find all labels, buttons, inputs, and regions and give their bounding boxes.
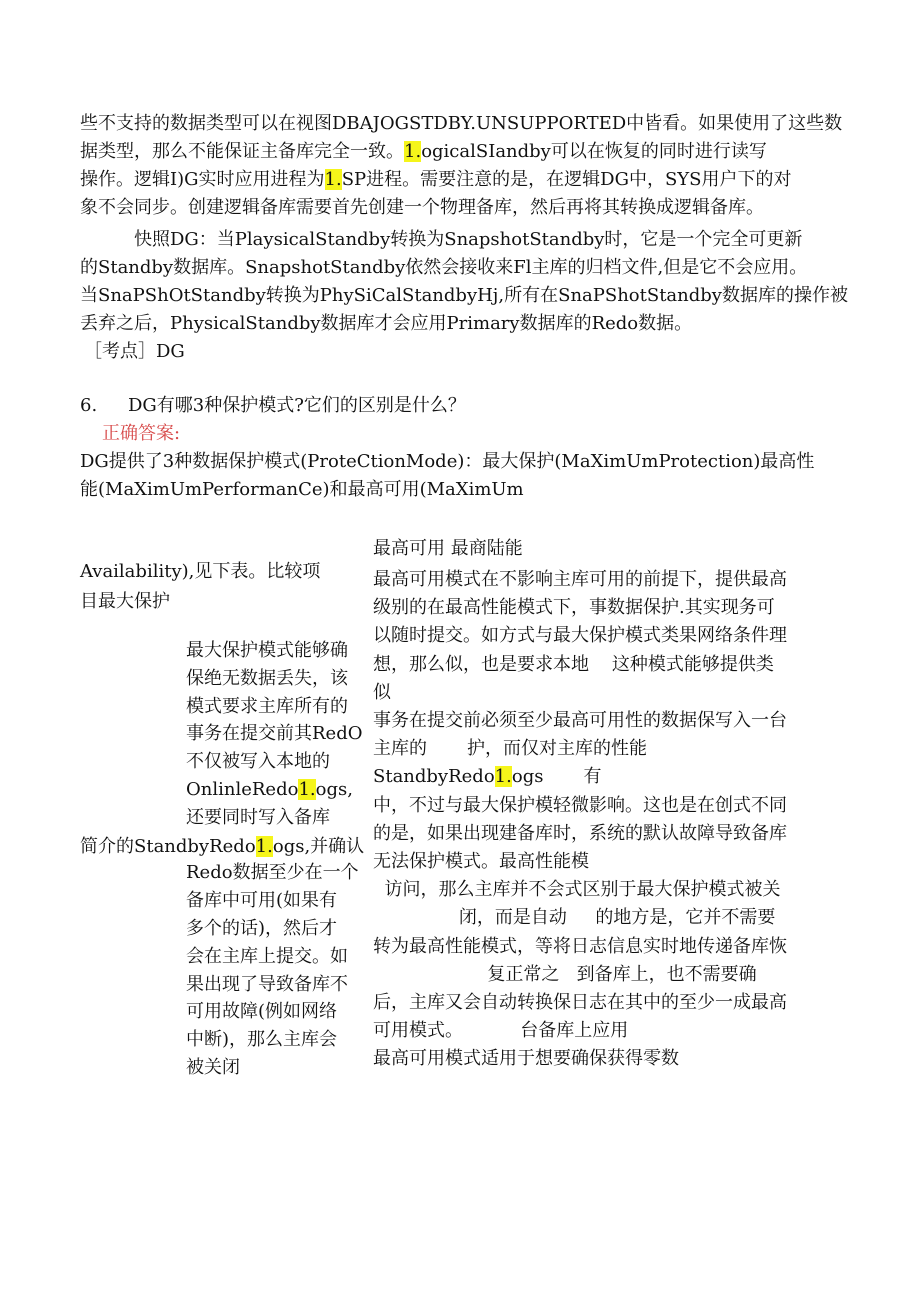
highlight: 1. [404,141,422,162]
highlight: 1. [255,836,273,857]
intro-line: 的Standby数据库。SnapshotStandby依然会接收来Fl主库的归档文件,但是它不会应用。 [80,257,808,278]
intro-line: 当SnaPShOtStandby转换为PhySiCalStandbyHj,所有在SnaPShotStandby数据库的操作被 [80,285,848,306]
table-col-3: 最高可用模式在不影响主库可用的前提下，提供最高 级别的在最高性能模式下，事数据保护.其实现务可 以随时提交。如方式与最大保护模式类果网络条件理 想，那么似，也是要求本地 这种模式能够提供类 似 事务在提交前必须至少最高可用性的数据保写入一台 主库的 护，而仅对主库的性能 StandbyRedo1.ogs 有 中，不过与最大保护模轻微影响。这也是在创式不同 的是，如果出现建备库时，系统的默认故障导致备库 无法保护模式。最高性能模 访问，那么主库并不会式区别于最大保护模式被关 闭，而是自动 的地方是，它并不需要 转为最高性能模式，等将日志信息实时地传递备库恢 复正常之 到备库上，也不需要确 后，主库又会自动转换保日志在其中的至少一成最高 可用模式。 台备库上应用 最高可用模式适用于想要确保获得零数 [373,569,787,1070]
answer-label: 正确答案: [102,423,181,444]
highlight: 1. [494,766,512,788]
intro-line: 操作。逻辑I)G实时应用进程为1.SP进程。需要注意的是，在逻辑DG中，SYS用户下的对 [80,169,792,190]
intro-line: 快照DG：当PlaysicalStandby转换为SnapshotStandby时，它是一个完全可更新 [134,229,803,250]
intro-line: 据类型，那么不能保证主备库完全一致。1.ogicalSIandby可以在恢复的同时进行读写 [80,141,767,162]
table-col-1 [80,557,320,617]
table-cell: Availability),见下表。比较项 [80,561,321,582]
highlight: 1. [298,778,316,800]
table-cell: 简介的StandbyRedo1.ogs,并确认 [80,836,365,857]
table-col-2: 最大保护模式能够确 保绝无数据丢失，该 模式要求主库所有的 事务在提交前其RedO 不仅被写入本地的 OnlinleRedo1.ogs, 还要同时写入备库 Redo数据至少在一个 备库中可用(如果有 多个的话)，然后才 会在主库上提交。如 果出现了导致备库不 可用故障(例如网络 中断)，那么主库会 被关闭 [186,640,363,1078]
answer-line: DG提供了3种数据保护模式(ProteCtionMode)：最大保护(MaXimUmProtection)最高性 [80,451,815,472]
question-text: DG有哪3种保护模式?它们的区别是什么？ [128,395,466,416]
table-header: 最高可用 最商陆能 [373,538,523,559]
intro-line: 些不支持的数据类型可以在视图DBAJOGSTDBY.UNSUPPORTED中皆看。如果使用了这些数 [80,113,843,134]
answer-line: 能(MaXimUmPerformanCe)和最高可用(MaXimUm [80,479,524,500]
question-number: 6. [80,395,98,416]
table-cell: 目最大保护 [80,591,170,612]
highlight: 1. [324,169,342,190]
intro-line: 丢弃之后，PhysicalStandby数据库才会应用Primary数据库的Redo数据。 [80,313,693,334]
exam-point: ［考点］DG [84,341,185,362]
intro-line: 象不会同步。创建逻辑备库需要首先创建一个物理备库，然后再将其转换成逻辑备库。 [80,197,764,218]
